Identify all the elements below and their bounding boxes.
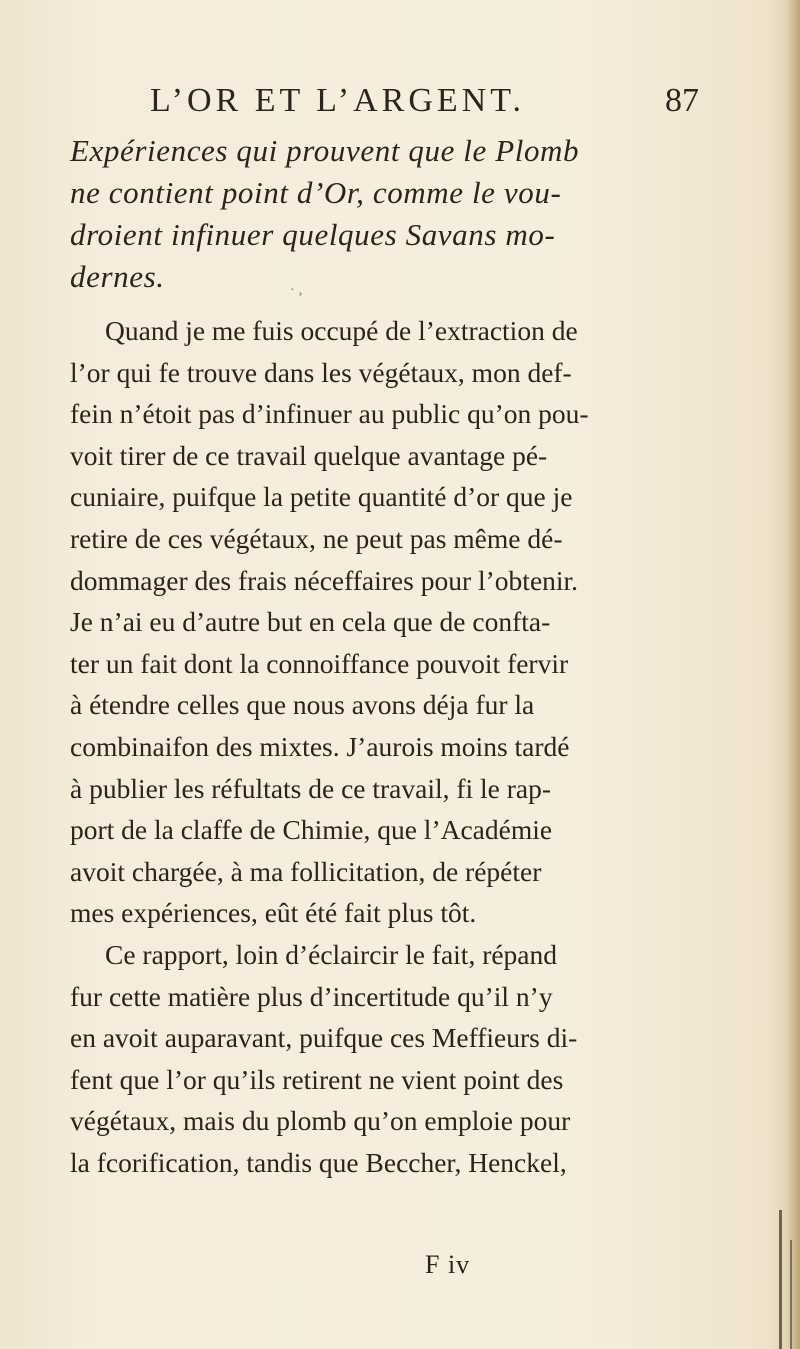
text-line: avoit chargée, à ma follicitation, de répéter bbox=[70, 855, 542, 887]
title-line: ne contient point d’Or, comme le vou- bbox=[70, 175, 562, 210]
body-text bbox=[70, 310, 735, 1183]
title-line: dernes. bbox=[70, 259, 165, 294]
text-line: dommager des frais néceffaires pour l’obtenir. bbox=[70, 564, 579, 596]
ornament-mark: · ‚ bbox=[290, 283, 303, 298]
text-line: Ce rapport, loin d’éclaircir le fait, répand bbox=[105, 938, 558, 970]
text-line: retire de ces végétaux, ne peut pas même dé- bbox=[70, 522, 563, 554]
text-line: Quand je me fuis occupé de l’extraction de bbox=[105, 315, 578, 346]
binding-mark bbox=[779, 1210, 782, 1349]
text-line: fent que l’or qu’ils retirent ne vient point des bbox=[70, 1063, 564, 1095]
title-line: droient infinuer quelques Savans mo- bbox=[70, 217, 556, 252]
text-line: l’or qui fe trouve dans les végétaux, mon def- bbox=[70, 356, 572, 388]
text-line: à publier les réfultats de ce travail, fi le rap- bbox=[70, 772, 552, 804]
binding-mark-secondary bbox=[790, 1240, 792, 1349]
text-line: fur cette matière plus d’incertitude qu’il n’y bbox=[70, 980, 553, 1012]
text-line: à étendre celles que nous avons déja fur la bbox=[70, 689, 535, 721]
text-line: voit tirer de ce travail quelque avantage pé- bbox=[70, 439, 548, 471]
text-line: en avoit auparavant, puifque ces Meffieurs di- bbox=[70, 1022, 578, 1054]
running-title: L’OR ET L’ARGENT. bbox=[150, 82, 525, 119]
text-line: cuniaire, puifque la petite quantité d’or que je bbox=[70, 481, 573, 513]
page-number: 87 bbox=[665, 82, 699, 119]
text-line: la fcorification, tandis que Beccher, Henckel, bbox=[70, 1146, 567, 1178]
text-line: fein n’étoit pas d’infinuer au public qu’on pou- bbox=[70, 398, 589, 430]
text-line: mes expériences, eût été fait plus tôt. bbox=[70, 897, 477, 929]
title-line: Expériences qui prouvent que le Plomb bbox=[70, 133, 580, 168]
text-line: port de la claffe de Chimie, que l’Académie bbox=[70, 814, 553, 846]
text-line: ter un fait dont la connoiffance pouvoit fervir bbox=[70, 647, 569, 679]
section-title bbox=[70, 130, 740, 298]
text-line: combinaifon des mixtes. J’aurois moins tardé bbox=[70, 730, 570, 762]
text-line: végétaux, mais du plomb qu’on emploie pour bbox=[70, 1105, 571, 1137]
text-line: Je n’ai eu d’autre but en cela que de confta- bbox=[70, 606, 551, 638]
page-edge bbox=[786, 0, 800, 1349]
signature-mark: F iv bbox=[425, 1250, 471, 1279]
